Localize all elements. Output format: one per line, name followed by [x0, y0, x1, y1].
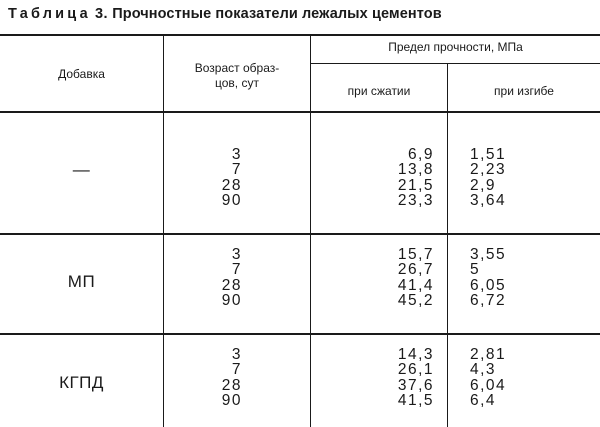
bending-value: 4,3: [470, 361, 497, 379]
header-age: [164, 61, 310, 91]
compression-value: 37,6: [397, 376, 434, 394]
group-label: КГПД: [59, 373, 104, 392]
bending-value: 6,04: [470, 376, 507, 394]
age-value: 7: [231, 361, 242, 379]
bending-value: 3,64: [470, 191, 507, 209]
age-value: 28: [221, 376, 242, 394]
table-top-rule: [0, 34, 600, 36]
bending-column: [470, 147, 568, 208]
compression-column: [330, 247, 434, 308]
compression-value: 41,5: [397, 391, 434, 409]
bending-value: 2,81: [470, 346, 507, 363]
bending-column: [470, 347, 568, 408]
bending-value: 2,9: [470, 176, 497, 194]
column-divider-1: [163, 35, 164, 427]
table-title-number: 3.: [94, 6, 109, 22]
bending-value: 1,51: [470, 146, 507, 163]
bending-value: 2,23: [470, 161, 507, 179]
age-column: [180, 347, 242, 408]
compression-value: 26,7: [397, 261, 434, 279]
age-value: 90: [221, 191, 242, 209]
compression-value: 41,4: [397, 276, 434, 294]
header-bottom-rule: [0, 111, 600, 113]
group-divider-1: [0, 233, 600, 235]
compression-value: 6,9: [407, 146, 434, 163]
table-title-lead: Таблица: [8, 6, 91, 22]
compression-column: [330, 147, 434, 208]
group-divider-2: [0, 333, 600, 335]
header-bending: при изгибе: [494, 84, 554, 98]
compression-value: 13,8: [397, 161, 434, 179]
age-value: 7: [231, 261, 242, 279]
group-label: —: [72, 160, 91, 179]
bending-value: 6,05: [470, 276, 507, 294]
bending-value: 6,4: [470, 391, 497, 409]
compression-value: 45,2: [397, 291, 434, 309]
age-value: 3: [231, 246, 242, 263]
bending-value: 6,72: [470, 291, 507, 309]
age-value: 90: [221, 391, 242, 409]
age-column: [180, 147, 242, 208]
compression-value: 14,3: [397, 346, 434, 363]
age-value: 90: [221, 291, 242, 309]
bending-column: [470, 247, 568, 308]
age-value: 7: [231, 161, 242, 179]
header-strength: Предел прочности, МПа: [388, 40, 523, 54]
age-value: 3: [231, 146, 242, 163]
header-additive: Добавка: [58, 67, 105, 81]
header-compression: при сжатии: [347, 84, 411, 98]
compression-value: 15,7: [397, 246, 434, 263]
age-value: 28: [221, 276, 242, 294]
bending-value: 3,55: [470, 246, 507, 263]
column-divider-3: [447, 64, 448, 427]
age-value: 3: [231, 346, 242, 363]
compression-value: 21,5: [397, 176, 434, 194]
header-age-line-2: цов, сут: [215, 76, 259, 90]
bending-value: 5: [470, 261, 481, 279]
age-value: 28: [221, 176, 242, 194]
strength-subheader-rule: [311, 63, 600, 64]
table-title: [8, 6, 598, 22]
compression-value: 23,3: [397, 191, 434, 209]
group-label: МП: [67, 272, 96, 291]
table-title-text: Прочностные показатели лежалых цементов: [112, 6, 442, 22]
compression-value: 26,1: [397, 361, 434, 379]
age-column: [180, 247, 242, 308]
compression-column: [330, 347, 434, 408]
header-age-line-1: Возраст образ-: [194, 61, 280, 75]
